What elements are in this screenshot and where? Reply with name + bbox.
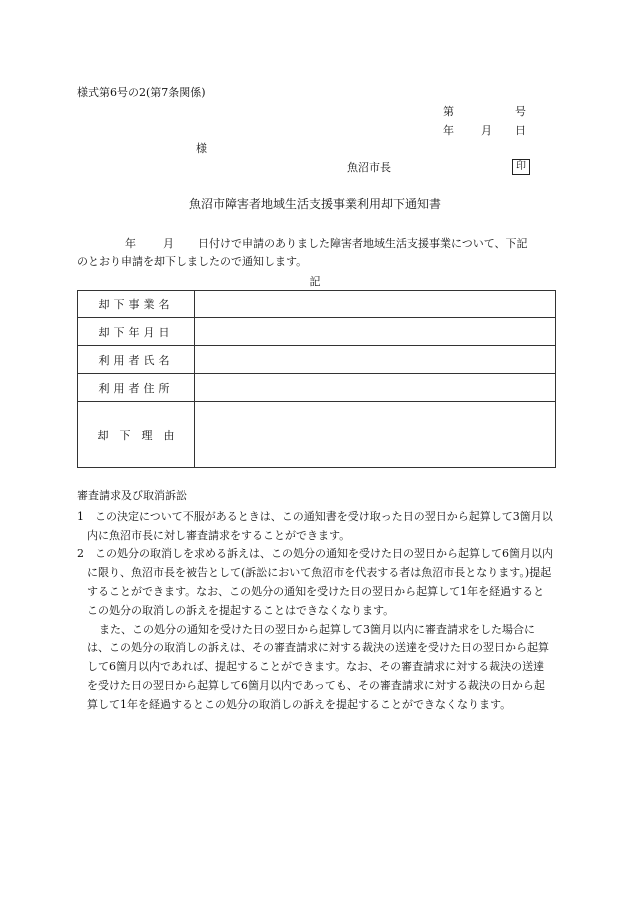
appeal-notes [77,487,555,715]
row-value-user-address [195,374,556,402]
date-month: 月 [481,124,492,137]
body-year: 年 [125,237,136,250]
body-month: 月 [163,237,174,250]
seal-stamp: 印 [512,159,530,175]
issuer-mayor: 魚沼市長 [347,161,391,174]
document-title: 魚沼市障害者地域生活支援事業利用却下通知書 [188,197,441,211]
table-row [78,346,556,374]
body-line-1: 日付けで申請のありました障害者地域生活支援事業について、下記 [198,237,528,250]
row-label-rejected-service: 却下事業名 [78,291,195,318]
row-value-user-name [195,346,556,374]
table-row [78,374,556,402]
row-label-rejection-reason: 却 下 理 由 [78,402,195,468]
table-row [78,402,556,468]
details-table [77,290,556,468]
row-value-rejected-service [195,291,556,318]
row-value-rejection-reason [195,402,556,468]
row-label-user-name: 利用者氏名 [78,346,195,374]
form-number: 様式第6号の2(第7条関係) [77,86,206,99]
note-item-2: 2 この処分の取消しを求める訴えは、この処分の通知を受けた日の翌日から起算して6箇月以内に限り、魚沼市長を被告として(訴訟において魚沼市を代表する者は魚沼市長となります。)提起することができます。なお、この処分の通知を受けた日の翌日から起算して1年を経過するとこの処分の取消しの訴えを提起することはできなくなります。 [77,547,553,617]
row-value-rejection-date [195,318,556,346]
body-line-2: のとおり申請を却下しましたので通知します。 [77,255,308,268]
note-item-1: 1 この決定について不服があるときは、この通知書を受け取った日の翌日から起算して3箇月以内に魚沼市長に対し審査請求をすることができます。 [77,509,553,542]
date-year: 年 [443,124,454,137]
notes-heading: 審査請求及び取消訴訟 [77,489,187,502]
date-day: 日 [515,124,526,137]
table-row [78,318,556,346]
table-row [78,291,556,318]
doc-number-suffix: 号 [515,105,526,118]
ki-marker: 記 [309,275,321,288]
addressee-honorific: 様 [196,142,207,155]
row-label-user-address: 利用者住所 [78,374,195,402]
doc-number-prefix: 第 [443,105,454,118]
note-item-2-continued: また、この処分の通知を受けた日の翌日から起算して3箇月以内に審査請求をした場合には、この処分の取消しの訴えは、その審査請求に対する裁決の送達を受けた日の翌日から起算して6箇月以内であれば、提起することができます。なお、その審査請求に対する裁決の送達を受けた日の翌日から起算して6箇月以内であっても、その審査請求に対する裁決の日から起算して1年を経過するとこの処分の取消しの訴えを提起することができなくなります。 [87,622,549,711]
row-label-rejection-date: 却下年月日 [78,318,195,346]
